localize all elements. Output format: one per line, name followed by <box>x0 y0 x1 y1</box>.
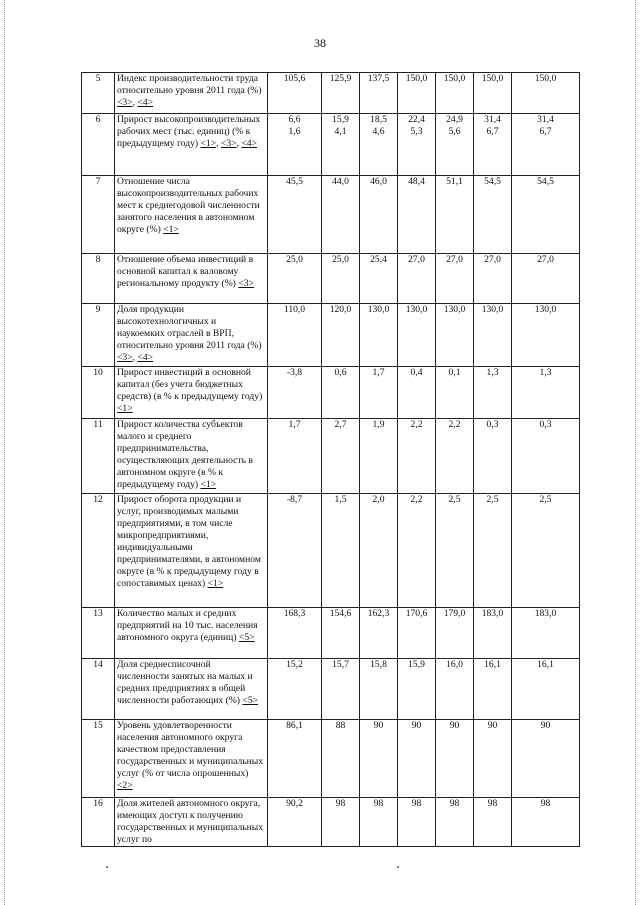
scan-speck <box>106 866 108 868</box>
indicator-name-cell <box>115 254 268 304</box>
indicator-name-cell <box>115 608 268 659</box>
value-cell <box>322 608 360 659</box>
value: 2,5 <box>448 494 461 505</box>
value: 170,6 <box>405 608 428 619</box>
value: 6,7 <box>539 126 552 137</box>
value: 31,4 <box>484 114 501 125</box>
value: 48,4 <box>408 176 425 187</box>
value: 130,0 <box>443 304 466 315</box>
value: 168,3 <box>283 608 306 619</box>
value: 125,9 <box>329 73 352 84</box>
value: 2,2 <box>410 419 423 430</box>
value-cell <box>360 176 398 254</box>
value-cell <box>474 608 512 659</box>
value-cell <box>322 254 360 304</box>
value: 88 <box>335 720 346 731</box>
value-cell <box>474 367 512 419</box>
value: 98 <box>335 798 346 809</box>
value-cell <box>398 254 436 304</box>
value-cell <box>398 114 436 176</box>
value-cell <box>268 494 322 608</box>
value: 5,3 <box>410 126 423 137</box>
value: 183,0 <box>481 608 504 619</box>
value: 2,7 <box>334 419 347 430</box>
value-cell <box>398 798 436 847</box>
value: 150,0 <box>534 73 557 84</box>
row-number: 6 <box>82 114 115 176</box>
value-cell <box>474 254 512 304</box>
value: 1,5 <box>334 494 347 505</box>
row-number: 5 <box>82 73 115 114</box>
value: 22,4 <box>408 114 425 125</box>
value-cell <box>360 798 398 847</box>
footnote-reference[interactable]: <3> <box>117 97 133 108</box>
value: 16,1 <box>484 659 501 670</box>
footnote-reference[interactable]: <3> <box>117 352 133 363</box>
table-row <box>82 659 580 720</box>
value-cell <box>436 176 474 254</box>
scan-edge-left <box>4 0 5 905</box>
indicators-table <box>81 72 580 847</box>
value: 27,0 <box>446 254 463 265</box>
value-cell <box>474 419 512 494</box>
value: 130,0 <box>367 304 390 315</box>
row-number: 13 <box>82 608 115 659</box>
footnote-reference[interactable]: <5> <box>242 695 259 706</box>
value-cell <box>268 176 322 254</box>
value-cell <box>360 608 398 659</box>
value: 1,7 <box>288 419 301 430</box>
value: 179,0 <box>443 608 466 619</box>
value: 120,0 <box>329 304 352 315</box>
indicator-name-cell <box>115 659 268 720</box>
value: 90 <box>487 720 498 731</box>
value-cell <box>322 720 360 798</box>
footnote-reference[interactable]: <4> <box>241 138 257 149</box>
value-cell <box>398 494 436 608</box>
footnote-reference[interactable]: <4> <box>137 97 154 108</box>
value-cell <box>474 494 512 608</box>
row-number: 14 <box>82 659 115 720</box>
indicator-name-cell <box>115 419 268 494</box>
value: 25,4 <box>370 254 387 265</box>
table-row <box>82 114 580 176</box>
row-number: 9 <box>82 304 115 367</box>
value: 1,7 <box>372 367 385 378</box>
value-cell <box>512 254 580 304</box>
table-row <box>82 176 580 254</box>
value-cell <box>268 608 322 659</box>
value: 105,6 <box>283 73 306 84</box>
table-row <box>82 419 580 494</box>
value: 51,1 <box>446 176 463 187</box>
value-cell <box>474 304 512 367</box>
value: 2,0 <box>372 494 385 505</box>
value-cell <box>436 114 474 176</box>
value-cell <box>398 720 436 798</box>
value-cell <box>360 419 398 494</box>
value-cell <box>512 659 580 720</box>
value-cell <box>512 304 580 367</box>
value: 15,9 <box>408 659 425 670</box>
value: 15,2 <box>286 659 303 670</box>
value: 0,6 <box>334 367 347 378</box>
value-cell <box>360 720 398 798</box>
value: 2,5 <box>486 494 499 505</box>
value-cell <box>512 494 580 608</box>
indicator-name-cell <box>115 494 268 608</box>
value-cell <box>268 304 322 367</box>
table-row <box>82 304 580 367</box>
value-cell <box>398 367 436 419</box>
value-cell <box>512 419 580 494</box>
value-cell <box>512 114 580 176</box>
table-row <box>82 254 580 304</box>
value: 15,8 <box>370 659 387 670</box>
indicator-name: Количество малых и средних предприятий на 10 тыс. населения автономного округа (единиц) <box>117 608 258 643</box>
value-cell <box>436 798 474 847</box>
value-cell <box>398 659 436 720</box>
indicator-name-cell: Индекс производительности труда относительно уровня 2011 года (%) <3>, <4> <box>115 73 268 114</box>
row-number: 11 <box>82 419 115 494</box>
value-cell <box>436 304 474 367</box>
value: 16,0 <box>446 659 463 670</box>
indicator-name: Доля среднесписочной численности занятых на малых и средних предприятиях в общей численности работающих (%) <box>117 659 253 706</box>
page-number: 38 <box>314 36 326 50</box>
indicator-name: Доля жителей автономного округа, имеющих доступ к получению государственных и муниципальных услуг по <box>117 798 264 845</box>
table-row <box>82 608 580 659</box>
value: 1,3 <box>539 367 552 378</box>
footnote-reference[interactable]: <1> <box>117 403 133 414</box>
value: 44,0 <box>332 176 349 187</box>
value: 45,5 <box>286 176 303 187</box>
value: 86,1 <box>286 720 303 731</box>
footnote-reference[interactable]: <1> <box>163 224 179 235</box>
indicator-name: Прирост количества субъектов малого и среднего предпринимательства, осуществляющих деятельность в автономном округе (в % к предыдущему году) <box>117 419 253 490</box>
value: 90 <box>540 720 551 731</box>
row-number: 8 <box>82 254 115 304</box>
value: 27,0 <box>537 254 554 265</box>
value-cell <box>268 419 322 494</box>
value: 6,7 <box>486 126 499 137</box>
value-cell <box>322 419 360 494</box>
value-cell <box>436 659 474 720</box>
value-cell <box>360 254 398 304</box>
value-cell <box>268 659 322 720</box>
value: 2,5 <box>539 494 552 505</box>
value: 0,4 <box>410 367 423 378</box>
value-cell <box>268 114 322 176</box>
indicator-name: Прирост высокопроизводительных рабочих мест (тыс. единиц) (% к предыдущему году) <box>117 114 261 149</box>
value-cell <box>474 176 512 254</box>
value: 150,0 <box>481 73 504 84</box>
value: 90,2 <box>286 798 303 809</box>
value: 54,5 <box>484 176 501 187</box>
value: 150,0 <box>405 73 428 84</box>
value-cell <box>322 304 360 367</box>
value: 25,0 <box>332 254 349 265</box>
value-cell <box>512 73 580 114</box>
value-cell <box>268 73 322 114</box>
footnote-reference[interactable]: <5> <box>238 632 255 643</box>
value-cell <box>398 419 436 494</box>
value-cell <box>360 367 398 419</box>
value-cell <box>268 367 322 419</box>
value: 98 <box>487 798 498 809</box>
row-number: 15 <box>82 720 115 798</box>
scan-edge-right <box>635 0 636 905</box>
row-number: 7 <box>82 176 115 254</box>
footnote-reference[interactable]: <3> <box>220 138 237 149</box>
value: 4,6 <box>372 126 385 137</box>
value: 54,5 <box>537 176 554 187</box>
indicator-name-cell: Прирост высокопроизводительных рабочих мест (тыс. единиц) (% к предыдущему году) <1>, <3>, <4> <box>115 114 268 176</box>
value-cell <box>436 494 474 608</box>
value: 98 <box>411 798 422 809</box>
value-cell <box>360 114 398 176</box>
value: 15,7 <box>332 659 349 670</box>
value-cell <box>322 73 360 114</box>
value: 162,3 <box>367 608 390 619</box>
value-cell <box>360 73 398 114</box>
indicator-name-cell <box>115 176 268 254</box>
value-cell <box>436 367 474 419</box>
table-row <box>82 494 580 608</box>
value-cell <box>268 254 322 304</box>
value: 1,6 <box>288 126 301 137</box>
value: 25,0 <box>286 254 303 265</box>
value: 98 <box>540 798 551 809</box>
value: 137,5 <box>367 73 390 84</box>
value: 150,0 <box>443 73 466 84</box>
value-cell <box>360 494 398 608</box>
value-cell <box>436 419 474 494</box>
value-cell <box>398 73 436 114</box>
footnote-reference[interactable]: <4> <box>137 352 154 363</box>
value: 0,1 <box>448 367 461 378</box>
value: 15,9 <box>332 114 349 125</box>
value-cell <box>322 176 360 254</box>
value-cell <box>512 176 580 254</box>
indicator-name: Уровень удовлетворенности населения автономного округа качеством предоставления государственных и муниципальных услуг (% от числа опрошенных) <box>117 720 264 779</box>
value: 27,0 <box>408 254 425 265</box>
value-cell <box>474 73 512 114</box>
indicator-name-cell <box>115 798 268 847</box>
value-cell <box>512 720 580 798</box>
value: 130,0 <box>534 304 557 315</box>
table-row <box>82 367 580 419</box>
value: 98 <box>373 798 384 809</box>
indicator-name-cell <box>115 720 268 798</box>
table-row <box>82 798 580 847</box>
indicator-name: Индекс производительности труда относительно уровня 2011 года (%) <box>117 73 262 96</box>
value-cell <box>398 608 436 659</box>
value: 27,0 <box>484 254 501 265</box>
value-cell <box>268 720 322 798</box>
value-cell <box>268 798 322 847</box>
value: 98 <box>449 798 460 809</box>
value-cell <box>360 659 398 720</box>
value: -3,8 <box>286 367 303 378</box>
value: 183,0 <box>534 608 557 619</box>
value-cell <box>512 367 580 419</box>
value: 0,3 <box>486 419 499 430</box>
value: 4,1 <box>334 126 347 137</box>
value-cell <box>398 176 436 254</box>
table-row <box>82 73 580 114</box>
value-cell <box>322 367 360 419</box>
indicator-name: Доля продукции высокотехнологичных и наукоемких отраслей в ВРП, относительно уровня 2011 года (%) <box>117 304 262 351</box>
value: 154,6 <box>329 608 352 619</box>
value-cell <box>474 798 512 847</box>
footnote-reference[interactable]: <3> <box>238 278 254 289</box>
value-cell <box>436 73 474 114</box>
value-cell <box>322 659 360 720</box>
indicator-name: Отношение числа высокопроизводительных рабочих мест к среднегодовой численности занятого населения в автономном округе (%) <box>117 176 260 235</box>
value-cell <box>474 720 512 798</box>
value: 1,9 <box>372 419 385 430</box>
value: 110,0 <box>283 304 306 315</box>
value-cell <box>512 798 580 847</box>
footnote-reference[interactable]: <1> <box>200 138 217 149</box>
value: 1,3 <box>486 367 499 378</box>
footnote-reference[interactable]: <1> <box>200 479 217 490</box>
value: 16,1 <box>537 659 554 670</box>
value-cell <box>474 114 512 176</box>
value-cell <box>398 304 436 367</box>
value: -8,7 <box>286 494 303 505</box>
row-number: 12 <box>82 494 115 608</box>
table-row <box>82 720 580 798</box>
value: 24,9 <box>446 114 463 125</box>
value-cell <box>436 720 474 798</box>
value: 5,6 <box>448 126 461 137</box>
value-cell <box>360 304 398 367</box>
value-cell <box>436 608 474 659</box>
indicator-name-cell <box>115 367 268 419</box>
value: 46,0 <box>370 176 387 187</box>
scan-speck <box>397 866 399 868</box>
value-cell <box>474 659 512 720</box>
value: 130,0 <box>405 304 428 315</box>
value-cell <box>436 254 474 304</box>
footnote-reference[interactable]: <2> <box>117 780 133 791</box>
value-cell <box>322 798 360 847</box>
value: 130,0 <box>481 304 504 315</box>
footnote-reference[interactable]: <1> <box>207 578 224 589</box>
value: 90 <box>411 720 422 731</box>
indicator-name: Прирост инвестиций в основной капитал (без учета бюджетных средств) (в % к предыдущему году) <box>117 367 263 402</box>
row-number: 16 <box>82 798 115 847</box>
value-cell <box>322 114 360 176</box>
indicator-name-cell: Доля продукции высокотехнологичных и наукоемких отраслей в ВРП, относительно уровня 2011 года (%) <3>, <4> <box>115 304 268 367</box>
value: 6,6 <box>288 114 301 125</box>
value-cell <box>512 608 580 659</box>
value: 90 <box>449 720 460 731</box>
value: 90 <box>373 720 384 731</box>
value: 2,2 <box>410 494 423 505</box>
row-number: 10 <box>82 367 115 419</box>
value: 0,3 <box>539 419 552 430</box>
indicator-name: Отношение объема инвестиций в основной капитал к валовому региональному продукту (%) <box>117 254 254 289</box>
indicator-name: Прирост оборота продукции и услуг, производимых малыми предприятиями, в том числе микропредприятиями, индивидуальными предпринимателями, в автономном округе (в % к предыдущему году в сопоставимых ценах) <box>117 494 261 589</box>
value: 18,5 <box>370 114 387 125</box>
value: 31,4 <box>537 114 554 125</box>
value: 2,2 <box>448 419 461 430</box>
value-cell <box>322 494 360 608</box>
